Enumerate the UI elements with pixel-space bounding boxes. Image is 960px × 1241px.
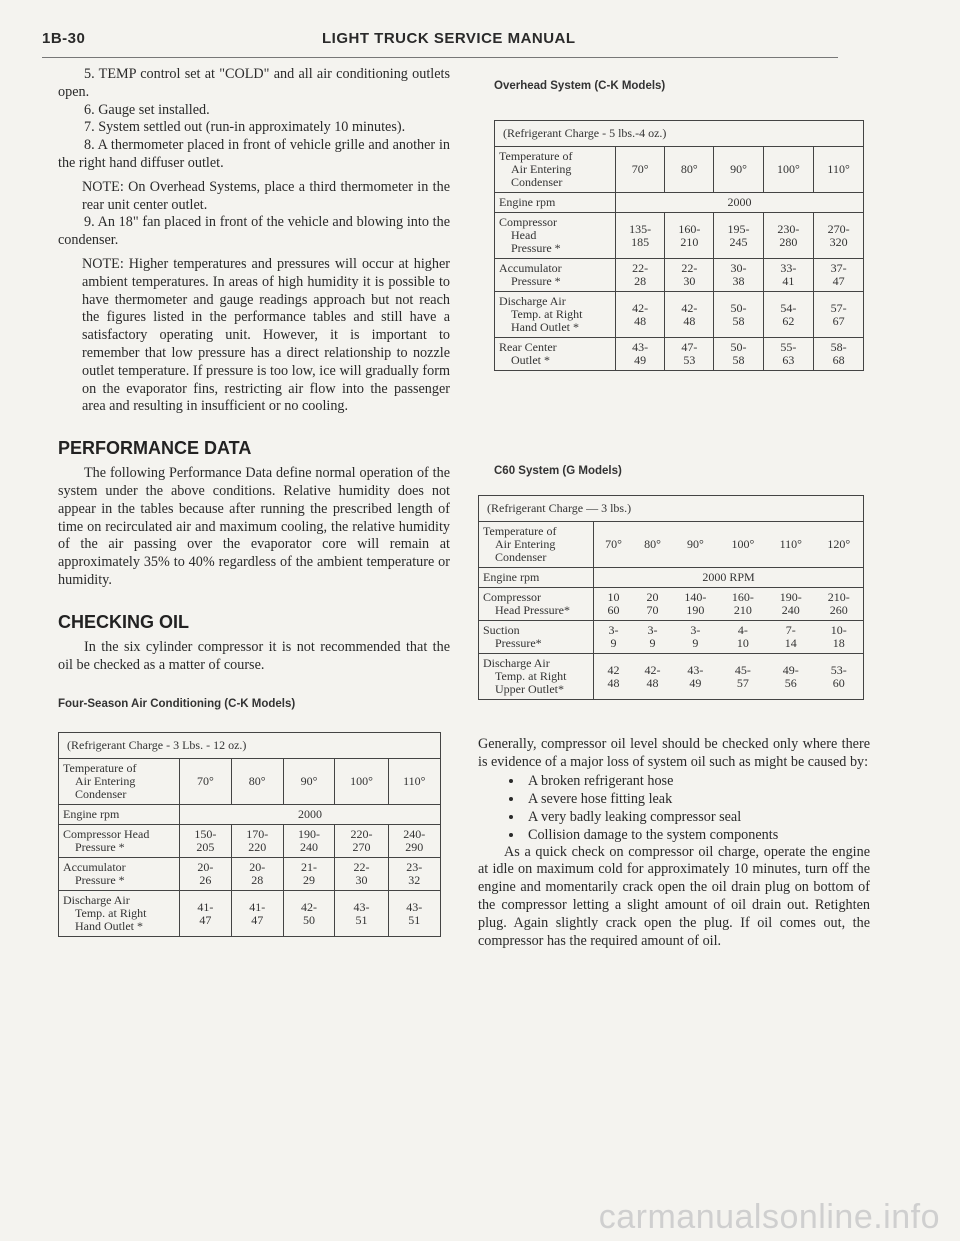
table-row	[479, 654, 864, 700]
cell: 47- 53	[665, 338, 714, 371]
four-season-table	[58, 732, 441, 937]
engine-rpm-value: 2000	[180, 805, 441, 825]
manual-title: LIGHT TRUCK SERVICE MANUAL	[322, 30, 576, 47]
right-column	[478, 80, 870, 950]
cell: 20- 26	[180, 858, 232, 891]
cell: 43- 49	[672, 654, 719, 700]
header-rule	[42, 57, 838, 58]
cell: 270- 320	[814, 213, 864, 259]
cell: 37- 47	[814, 259, 864, 292]
cell: 50- 58	[714, 338, 763, 371]
four-season-caption: Four-Season Air Conditioning (C-K Models)	[58, 698, 296, 711]
table-row	[59, 759, 441, 805]
cell: 135- 185	[616, 213, 665, 259]
temp-110: 110°	[388, 759, 440, 805]
cell: 49- 56	[767, 654, 814, 700]
table-row	[479, 588, 864, 621]
temp-80: 80°	[665, 147, 714, 193]
cell: 21- 29	[283, 858, 335, 891]
row-label: Rear Center Outlet *	[495, 338, 616, 371]
row-label: Compressor Head Pressure *	[495, 213, 616, 259]
checking-oil-heading: CHECKING OIL	[58, 611, 190, 632]
temperature-label: Temperature of Air Entering Condenser	[495, 147, 616, 193]
step-9: 9. An 18" fan placed in front of the vehicle and blowing into the condenser.	[58, 214, 450, 249]
cell: 43- 51	[388, 891, 440, 937]
cell: 43- 51	[335, 891, 388, 937]
temp-90: 90°	[283, 759, 335, 805]
list-item: • A very badly leaking compressor seal	[524, 808, 870, 826]
temp-100: 100°	[719, 522, 767, 568]
cell: 140- 190	[672, 588, 719, 621]
temp-70: 70°	[180, 759, 232, 805]
cell: 3- 9	[594, 621, 634, 654]
table-row	[59, 891, 441, 937]
engine-rpm-label: Engine rpm	[479, 568, 594, 588]
table-row	[495, 292, 864, 338]
cell: 42 48	[594, 654, 634, 700]
row-label: Discharge Air Temp. at Right Hand Outlet *	[59, 891, 180, 937]
table-row	[495, 147, 864, 193]
cell: 10- 18	[814, 621, 863, 654]
table-row	[495, 121, 864, 147]
cell: 22- 28	[616, 259, 665, 292]
note-overhead: NOTE: On Overhead Systems, place a third thermometer in the rear unit center outlet.	[82, 178, 450, 213]
cell: 58- 68	[814, 338, 864, 371]
row-label: Discharge Air Temp. at Right Hand Outlet *	[495, 292, 616, 338]
cell: 53- 60	[814, 654, 863, 700]
table-row	[479, 522, 864, 568]
watermark: carmanualsonline.info	[598, 1198, 940, 1236]
cell: 43- 49	[616, 338, 665, 371]
quick-check-text: As a quick check on compressor oil charge, operate the engine at idle on maximum cold for approximately 10 minutes, turn off the engine and momentarily crack open the oil drain plug on bottom of the compressor letting a slight amount of oil drain out. Retighten plug. Again slightly crack open the plug. If oil comes out, the compressor has the required amount of oil.	[478, 843, 870, 949]
cell: 22- 30	[335, 858, 388, 891]
row-label: Discharge Air Temp. at Right Upper Outlet*	[479, 654, 594, 700]
table-row	[59, 825, 441, 858]
table-row	[479, 496, 864, 522]
refrigerant-charge: (Refrigerant Charge - 3 Lbs. - 12 oz.)	[59, 733, 441, 759]
refrigerant-charge: (Refrigerant Charge — 3 lbs.)	[479, 496, 864, 522]
cell: 240- 290	[388, 825, 440, 858]
row-label: Accumulator Pressure *	[495, 259, 616, 292]
cell: 210- 260	[814, 588, 863, 621]
left-column	[58, 66, 450, 937]
note-higher-temperatures: NOTE: Higher temperatures and pressures will occur at higher ambient temperatures. In areas of high humidity it is possible to have thermometer and gauge readings approach but not reach the figures listed in the performance tables and still have a satisfactory operating unit. However, it is important to remember that low pressure has a direct relationship to nozzle outlet temperature. If pressure is too low, ice will gradually form on the evaporator fins, restricting air flow into the passenger area and resulting in insufficient or no cooling.	[82, 255, 450, 415]
cell: 42- 48	[665, 292, 714, 338]
table-row	[495, 259, 864, 292]
temp-80: 80°	[231, 759, 283, 805]
cell: 30- 38	[714, 259, 763, 292]
cell: 22- 30	[665, 259, 714, 292]
row-label: Compressor Head Pressure *	[59, 825, 180, 858]
temperature-label: Temperature of Air Entering Condenser	[479, 522, 594, 568]
cell: 42- 48	[616, 292, 665, 338]
cell: 4- 10	[719, 621, 767, 654]
cell: 41- 47	[180, 891, 232, 937]
temp-110: 110°	[767, 522, 814, 568]
list-item: • A severe hose fitting leak	[524, 790, 870, 808]
cell: 170- 220	[231, 825, 283, 858]
row-label: Suction Pressure*	[479, 621, 594, 654]
temp-70: 70°	[594, 522, 634, 568]
cell: 7- 14	[767, 621, 814, 654]
generally-text: Generally, compressor oil level should be checked only where there is evidence of a major loss of system oil such as might be caused by:	[478, 736, 870, 770]
table-row	[495, 338, 864, 371]
cell: 57- 67	[814, 292, 864, 338]
cell: 160- 210	[719, 588, 767, 621]
cell: 190- 240	[283, 825, 335, 858]
cell: 220- 270	[335, 825, 388, 858]
row-label: Compressor Head Pressure*	[479, 588, 594, 621]
cell: 33- 41	[763, 259, 814, 292]
temp-110: 110°	[814, 147, 864, 193]
temperature-label: Temperature of Air Entering Condenser	[59, 759, 180, 805]
step-8: 8. A thermometer placed in front of vehicle grille and another in the right hand diffuser outlet.	[58, 137, 450, 171]
cell: 42- 50	[283, 891, 335, 937]
refrigerant-charge: (Refrigerant Charge - 5 lbs.-4 oz.)	[495, 121, 864, 147]
step-7: 7. System settled out (run-in approximately 10 minutes).	[84, 119, 406, 136]
engine-rpm-value: 2000	[616, 193, 864, 213]
engine-rpm-label: Engine rpm	[495, 193, 616, 213]
overhead-table	[494, 120, 864, 371]
cell: 54- 62	[763, 292, 814, 338]
cell: 20- 28	[231, 858, 283, 891]
temp-80: 80°	[633, 522, 672, 568]
cell: 3- 9	[633, 621, 672, 654]
cell: 150- 205	[180, 825, 232, 858]
cell: 55- 63	[763, 338, 814, 371]
table-row	[495, 193, 864, 213]
table-row	[59, 733, 441, 759]
cell: 42- 48	[633, 654, 672, 700]
table-row	[479, 621, 864, 654]
cell: 41- 47	[231, 891, 283, 937]
c60-caption: C60 System (G Models)	[494, 465, 622, 477]
performance-data-text: The following Performance Data define normal operation of the system under the above conditions. Relative humidity does not appear in the tables because after running the prescribed length of time on recirculated air and maximum cooling, the relative humidity of the air passing over the evaporator core will remain at approximately 35% to 40% regardless of the ambient temperature or humidity.	[58, 465, 450, 588]
row-label: Accumulator Pressure *	[59, 858, 180, 891]
engine-rpm-label: Engine rpm	[59, 805, 180, 825]
table-row	[59, 858, 441, 891]
table-row	[495, 213, 864, 259]
temp-90: 90°	[714, 147, 763, 193]
checking-oil-text: In the six cylinder compressor it is not recommended that the oil be checked as a matter of course.	[58, 638, 450, 673]
temp-100: 100°	[335, 759, 388, 805]
causes-list	[478, 772, 870, 844]
cell: 23- 32	[388, 858, 440, 891]
temp-90: 90°	[672, 522, 719, 568]
performance-data-heading: PERFORMANCE DATA	[58, 438, 252, 459]
cell: 10 60	[594, 588, 634, 621]
cell: 190- 240	[767, 588, 814, 621]
cell: 3- 9	[672, 621, 719, 654]
temp-70: 70°	[616, 147, 665, 193]
cell: 230- 280	[763, 213, 814, 259]
step-6: 6. Gauge set installed.	[84, 101, 210, 118]
c60-table	[478, 495, 864, 700]
cell: 195- 245	[714, 213, 763, 259]
list-item: • A broken refrigerant hose	[524, 772, 870, 790]
cell: 50- 58	[714, 292, 763, 338]
page-header	[42, 30, 838, 56]
cell: 45- 57	[719, 654, 767, 700]
cell: 160- 210	[665, 213, 714, 259]
engine-rpm-value: 2000 RPM	[594, 568, 864, 588]
overhead-caption: Overhead System (C-K Models)	[494, 80, 666, 92]
temp-120: 120°	[814, 522, 863, 568]
table-row	[59, 805, 441, 825]
table-row	[479, 568, 864, 588]
cell: 20 70	[633, 588, 672, 621]
step-5: 5. TEMP control set at "COLD" and all air conditioning outlets open.	[58, 66, 450, 100]
page-number: 1B-30	[42, 30, 86, 47]
list-item: • Collision damage to the system components	[524, 826, 870, 844]
temp-100: 100°	[763, 147, 814, 193]
